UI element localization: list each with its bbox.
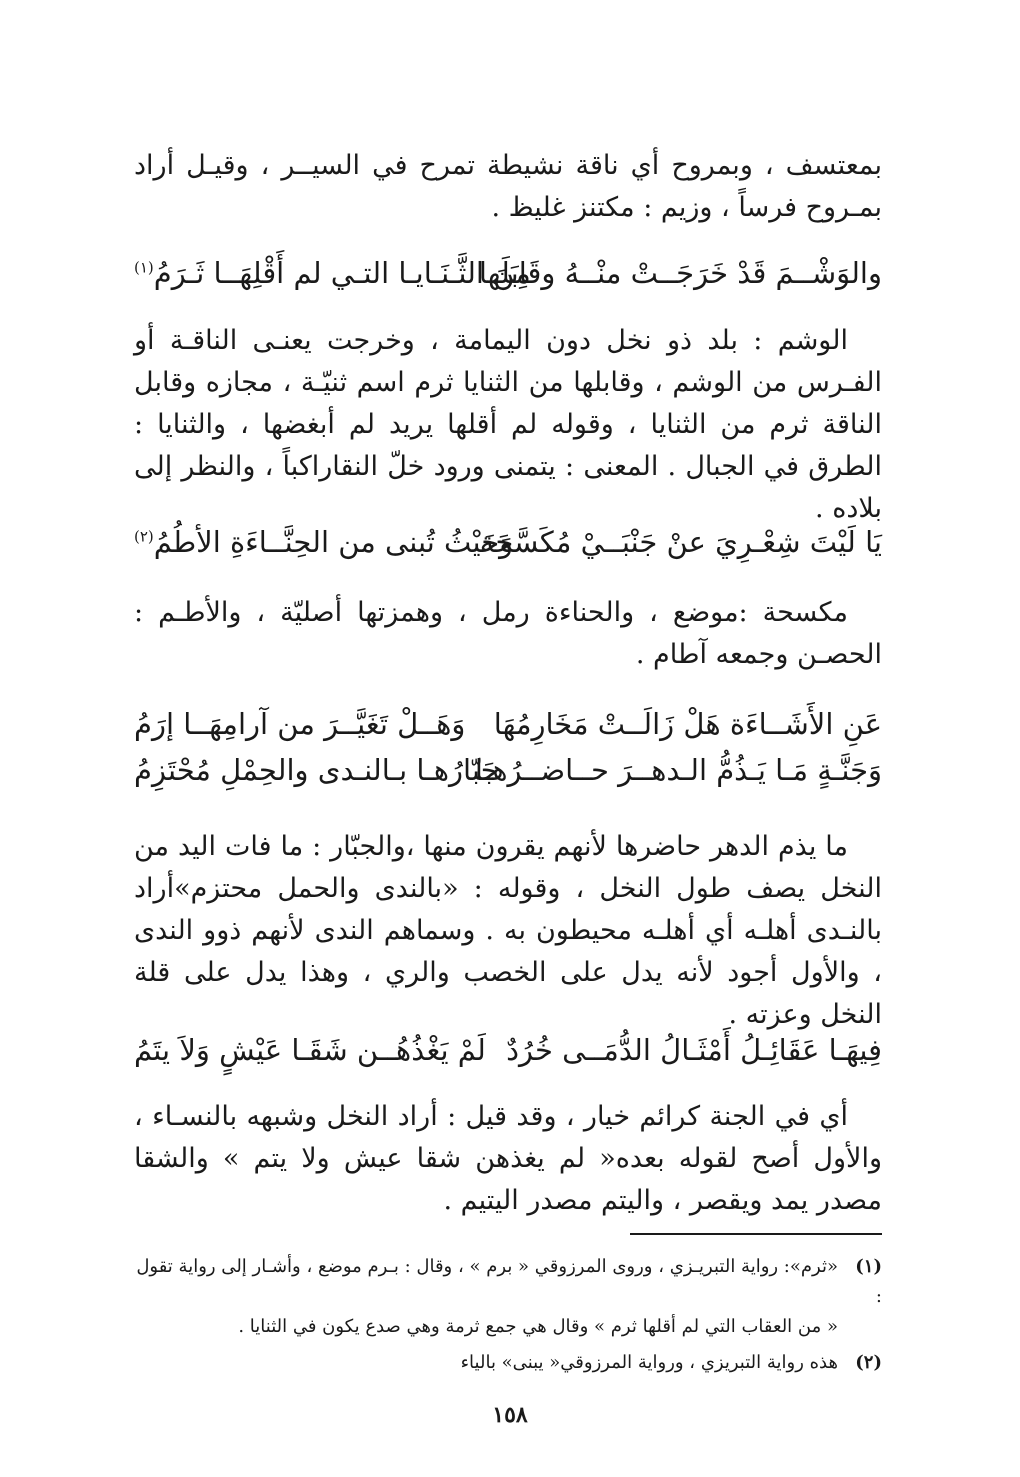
- verse-1: [134, 253, 882, 293]
- verse-1-first-hemistich: والوَشْــمَ قَدْ خَرَجَــتْ منْــهُ وقَابَلَها: [478, 256, 882, 290]
- paragraph-1-text: بمعتسف ، وبمروح أي ناقة نشيطة تمرح في السيــر ، وقيـل أراد بمـروح فرساً ، وزيم : مكتنز غليظ .: [134, 150, 882, 223]
- paragraph-5: [134, 1096, 882, 1222]
- page-number: ١٥٨: [492, 1402, 528, 1428]
- paragraph-2: [134, 320, 882, 530]
- footnotes: [134, 1252, 882, 1378]
- verse-5-first-hemistich: فِيهَـا عَقَائِـلُ أَمْثَـالُ الدُّمَــى خُرُدٌ: [506, 1033, 882, 1067]
- verse-1-second-hemistich: مِنَ الثَّـنَـايـا التـي لم أَقْلِهَــا ثَـرَمُ$^{(١)}$: [134, 256, 531, 290]
- footnote-1-line-1: «ثرم»: رواية التبريـزي ، وروى المرزوقي « برم » ، وقال : بـرم موضع ، وأشـار إلى رواية تقول :: [136, 1256, 882, 1307]
- paragraph-3-text: مكسحة :موضع ، والحناءة رمل ، وهمزتها أصليّة ، والأطـم : الحصـن وجمعه آطام .: [134, 597, 882, 670]
- verse-5: [134, 1030, 882, 1070]
- verse-3: [134, 704, 882, 744]
- verse-4-second-hemistich: جَبّارُهـا بـالنـدى والحِمْلِ مُحْتَزِمُ: [134, 753, 499, 787]
- verse-3-second-hemistich: وَهَــلْ تَغَيَّــرَ من آرامِهَــا إرَمُ: [134, 707, 466, 741]
- paragraph-3: [134, 592, 882, 676]
- footnote-1-number: (١): [855, 1256, 882, 1277]
- paragraph-4-text: ما يذم الدهر حاضرها لأنهم يقرون منها ،والجبّار : ما فات اليد من النخل يصف طول النخل ، وقوله : «بالندى والحمل محتزم»أراد بالنـدى أهلـه أي أهلـه محيطون به . وسماهم الندى لأنهم ذوو الندى ، والأول أجود لأنه يدل على الخصب والري ، وهذا يدل على قلة النخل وعزته .: [134, 831, 882, 1030]
- footnote-2: [134, 1348, 882, 1378]
- footnote-ref-1: (١): [134, 258, 154, 277]
- verse-2-first-hemistich: يَا لَيْتَ شِعْـرِيَ عنْ جَنْبَــيْ مُكَسَّحَة: [479, 525, 882, 559]
- verse-5-second-hemistich: لَمْ يَغْذُهُــن شَقَـا عَيْشٍ وَلاَ يتَمُ: [134, 1033, 486, 1067]
- footnote-1: [134, 1252, 882, 1312]
- footnote-2-line-1: هذه رواية التبريزي ، ورواية المرزوقي« يبنى» بالياء: [460, 1352, 838, 1373]
- footnote-1-line-2: « من العقاب التي لم أقلها ثرم » وقال هي جمع ثرمة وهي صدع يكون في الثنايا .: [238, 1316, 838, 1337]
- paragraph-1: [134, 145, 882, 229]
- paragraph-4: [134, 826, 882, 1036]
- paragraph-2-text: الوشم : بلد ذو نخل دون اليمامة ، وخرجت يعنـى الناقـة أو الفـرس من الوشم ، وقابلها من الثنايا ثرم اسم ثنيّـة ، مجازه وقابل الناقة ثرم من الثنايا ، وقوله لم أقلها يريد لم أبغضها ، والثنايا : الطرق في الجبال . المعنى : يتمنى ورود خلّ النقاراكباً ، والنظر إلى بلاده .: [134, 325, 882, 524]
- footnote-1-continuation: [134, 1312, 882, 1342]
- paragraph-5-text: أي في الجنة كرائم خيار ، وقد قيل : أراد النخل وشبهه بالنسـاء ، والأول أصح لقوله بعده« لم يغذهن شقا عيش ولا يتم » والشقا مصدر يمد ويقصر ، واليتم مصدر اليتيم .: [134, 1101, 882, 1216]
- verse-4-first-hemistich: وَجَنَّـةٍ مَـا يَـذُمُّ الـدهــرَ حــاضــرُهـا: [474, 753, 882, 787]
- footnote-ref-2: (٢): [134, 527, 154, 546]
- verse-2: [134, 522, 882, 562]
- verse-4: [134, 750, 882, 790]
- footnote-2-number: (٢): [855, 1352, 882, 1373]
- verse-3-first-hemistich: عَنِ الأَشَــاءَة هَلْ زَالَــتْ مَخَارِمُهَا: [493, 707, 882, 741]
- footnote-separator: [630, 1233, 882, 1235]
- verse-2-second-hemistich: وَحَيْثُ تُبنى من الحِنَّــاءَةِ الأطُمُ$^{(٢)}$: [134, 525, 514, 559]
